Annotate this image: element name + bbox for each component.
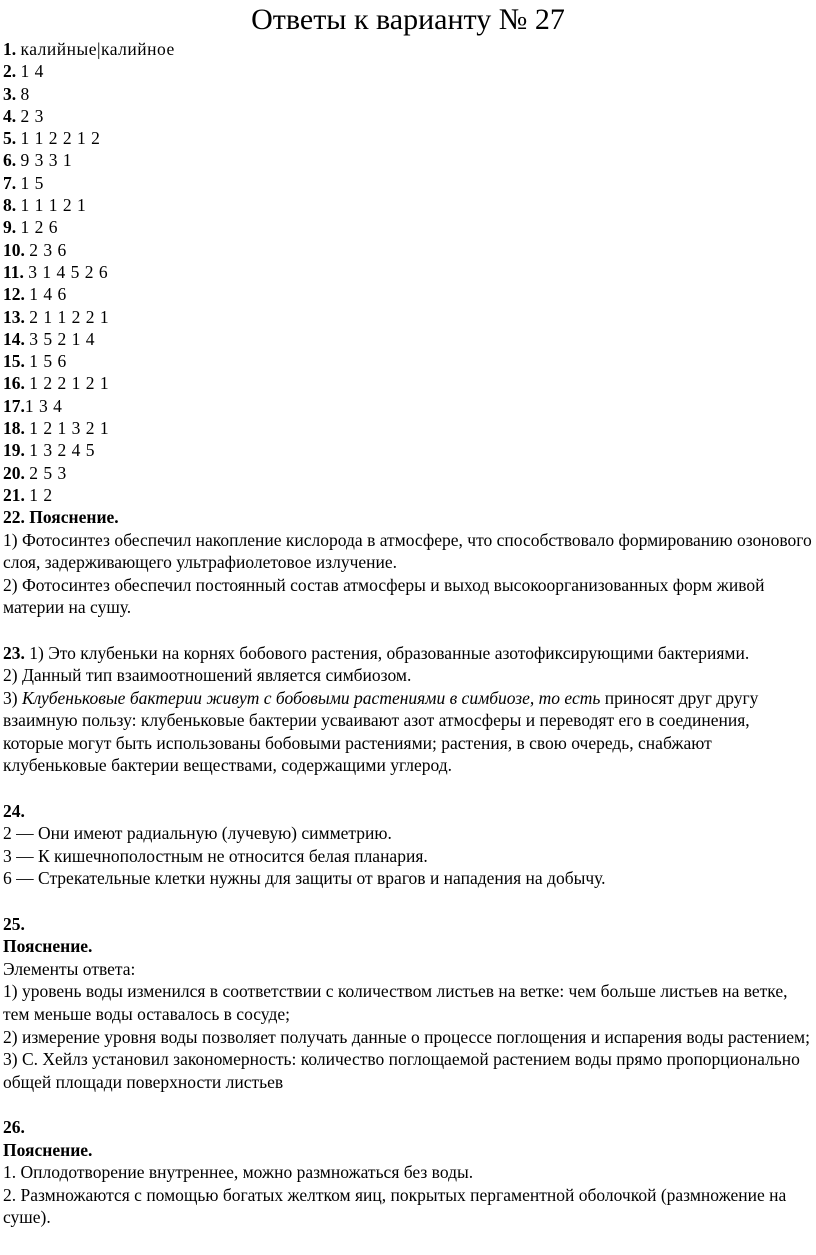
answer-2	[3, 60, 813, 82]
q22-section	[3, 506, 813, 619]
answer-number: 20.	[3, 462, 25, 483]
answer-5	[3, 127, 813, 149]
answer-value: 1 3 2 4 5	[29, 440, 95, 461]
answer-value: 1 5 6	[29, 351, 67, 372]
answer-19	[3, 439, 813, 461]
answer-number: 7.	[3, 172, 17, 193]
answer-4	[3, 105, 813, 127]
answer-value: 3 5 2 1 4	[29, 328, 95, 349]
q24-section	[3, 800, 813, 890]
answer-20	[3, 462, 813, 484]
answer-value: 8	[20, 83, 30, 104]
answer-1	[3, 38, 813, 60]
q25-intro: Элементы ответа:	[3, 958, 136, 979]
answer-7	[3, 172, 813, 194]
q24-line-2: 3 — К кишечнополостным не относится белая планария.	[3, 845, 428, 866]
answer-number: 13.	[3, 306, 25, 327]
answer-value: 1 2 6	[20, 217, 58, 238]
q22-line-2: 2) Фотосинтез обеспечил постоянный состав атмосферы и выход высокоорганизованных форм живой материи на сушу.	[3, 574, 765, 618]
answer-number: 1.	[3, 39, 17, 59]
answer-12	[3, 283, 813, 305]
answer-number: 14.	[3, 328, 25, 349]
q24-line-3: 6 — Стрекательные клетки нужны для защиты от врагов и нападения на добычу.	[3, 868, 606, 889]
answer-value: 1 4	[20, 61, 44, 82]
answer-value: 3 1 4 5 2 6	[28, 261, 109, 282]
q26-section	[3, 1116, 813, 1229]
q23-italic-text: Клубеньковые бактерии живут с бобовыми растениями в симбиозе, то есть	[21, 687, 601, 708]
answer-value: калийные|калийное	[20, 39, 175, 59]
answer-11	[3, 261, 813, 283]
answer-value: 2 3	[20, 105, 44, 126]
answer-number: 21.	[3, 484, 25, 505]
q26-line-2: 2. Размножаются с помощью богатых желтком яиц, покрытых пергаментной оболочкой (размножение на суше).	[3, 1184, 787, 1228]
q23-line-1: 23. 1) Это клубеньки на корнях бобового растения, образованные азотофиксирующими бактериями.	[3, 642, 750, 663]
answer-number: 17.	[3, 395, 25, 416]
answer-value: 2 3 6	[29, 239, 67, 260]
answer-number: 2.	[3, 61, 17, 82]
q25-line-3: 3) С. Хейлз установил закономерность: количество поглощаемой растением воды прямо пропорционально общей площади поверхности листьев	[3, 1049, 800, 1092]
answer-14	[3, 328, 813, 350]
answer-value: 1 2	[29, 484, 53, 505]
q23-line-2: 2) Данный тип взаимоотношений является симбиозом.	[3, 665, 412, 686]
answer-value: 2 1 1 2 2 1	[29, 306, 110, 327]
answer-16	[3, 372, 813, 394]
answer-15	[3, 350, 813, 372]
answer-number: 16.	[3, 373, 25, 394]
answer-18	[3, 417, 813, 439]
answer-number: 3.	[3, 83, 17, 104]
answer-10	[3, 239, 813, 261]
answer-number: 10.	[3, 239, 25, 260]
q25-section	[3, 913, 813, 1094]
answer-number: 15.	[3, 351, 25, 372]
answer-8	[3, 194, 813, 216]
q25-line-2: 2) измерение уровня воды позволяет получать данные о процессе поглощения и испарения воды растением;	[3, 1026, 810, 1047]
answer-9	[3, 216, 813, 238]
q26-number: 26.	[3, 1116, 25, 1137]
answer-number: 19.	[3, 440, 25, 461]
answer-number: 9.	[3, 217, 17, 238]
answer-number: 11.	[3, 261, 24, 282]
answer-17	[3, 395, 813, 417]
q22-heading: 22. Пояснение.	[3, 507, 119, 528]
q25-line-1: 1) уровень воды изменился в соответствии с количеством листьев на ветке: чем больше листьев на ветке, тем меньше воды оставалось в сосуде;	[3, 981, 788, 1024]
answer-value: 1 3 4	[24, 395, 63, 416]
answer-21	[3, 484, 813, 506]
page-title: Ответы к варианту № 27	[251, 3, 565, 36]
q25-heading: Пояснение.	[3, 936, 93, 957]
answer-value: 1 1 1 2 1	[20, 195, 87, 216]
answer-value: 9 3 3 1	[20, 150, 73, 171]
q23-line-3: 3) Клубеньковые бактерии живут с бобовыми растениями в симбиозе, то есть приносят друг другу взаимную пользу: клубеньковые бактерии усваивают азот атмосферы и переводят его в соединения, которые могут быть использованы бобовыми растениями; растения, в свою очередь, снабжают клубеньковые бактерии веществами, содержащими углерод.	[3, 687, 759, 776]
answer-value: 1 2 2 1 2 1	[29, 373, 110, 394]
q24-line-1: 2 — Они имеют радиальную (лучевую) симметрию.	[3, 823, 392, 844]
answer-number: 12.	[3, 284, 25, 305]
q23-number: 23.	[3, 642, 25, 663]
answer-value: 2 5 3	[29, 462, 67, 483]
q26-line-1: 1. Оплодотворение внутреннее, можно размножаться без воды.	[3, 1162, 474, 1183]
answer-6	[3, 149, 813, 171]
answer-value: 1 1 2 2 1 2	[20, 128, 101, 149]
q25-number: 25.	[3, 913, 25, 934]
answer-number: 8.	[3, 195, 17, 216]
q22-line-1: 1) Фотосинтез обеспечил накопление кислорода в атмосфере, что способствовало формированию озонового слоя, задерживающего ультрафиолетовое излучение.	[3, 529, 812, 573]
answer-13	[3, 306, 813, 328]
answer-number: 18.	[3, 418, 25, 439]
answer-number: 4.	[3, 105, 17, 126]
q23-section	[3, 642, 813, 778]
answer-number: 6.	[3, 150, 17, 171]
answer-value: 1 4 6	[29, 284, 67, 305]
answer-value: 1 2 1 3 2 1	[29, 418, 110, 439]
answer-value: 1 5	[20, 172, 44, 193]
answer-3	[3, 83, 813, 105]
short-answers-list	[3, 38, 813, 506]
q24-number: 24.	[3, 800, 25, 821]
answer-number: 5.	[3, 128, 17, 149]
q26-heading: Пояснение.	[3, 1139, 93, 1160]
